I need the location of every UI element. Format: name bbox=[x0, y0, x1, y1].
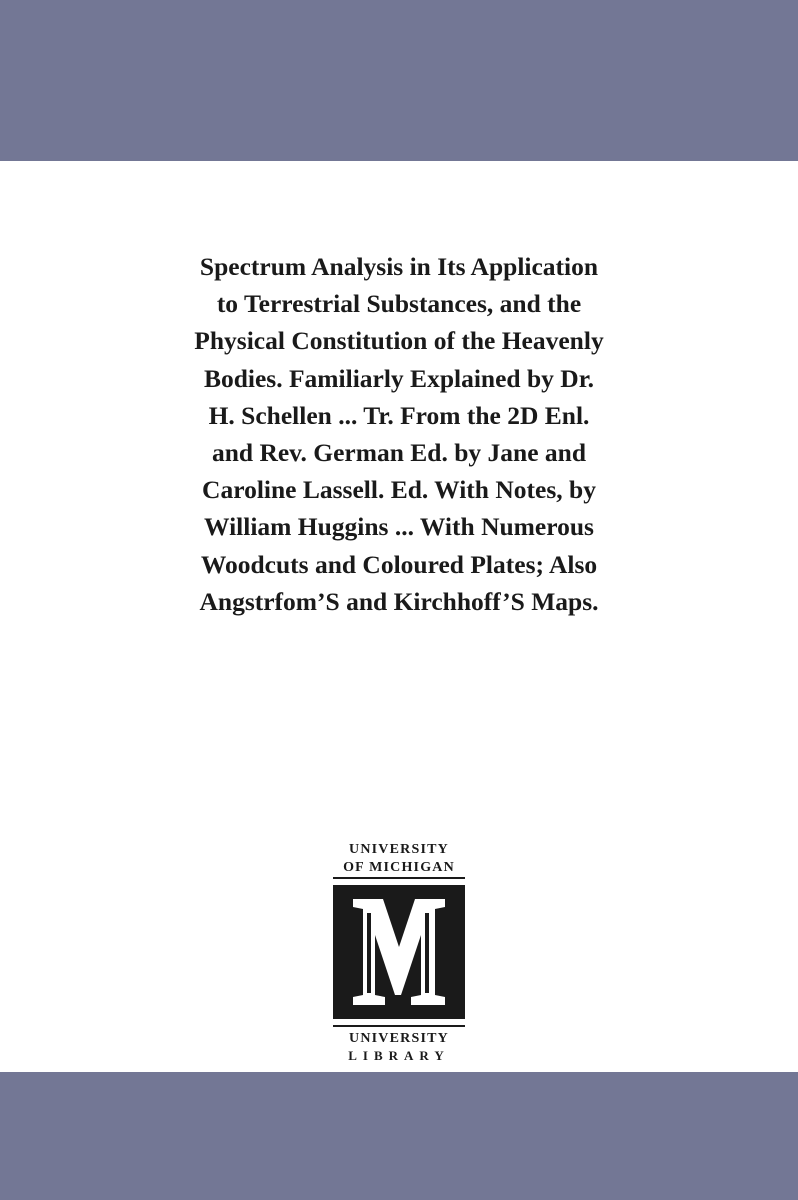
logo-text-line3: UNIVERSITY bbox=[349, 1031, 449, 1046]
university-of-michigan-library-logo bbox=[329, 837, 469, 1065]
top-band bbox=[0, 0, 798, 161]
block-m-icon bbox=[333, 885, 465, 1019]
logo-text-line4: LIBRARY bbox=[348, 1048, 450, 1063]
book-title: Spectrum Analysis in Its Application to Terrestrial Substances, and the Physical Constitution of the Heavenly Bodies. Familiarly Explained by Dr. H. Schellen ... Tr. From the 2D Enl. and Rev. German Ed. by Jane and Caroline Lassell. Ed. With Notes, by William Huggins ... With Numerous Woodcuts and Coloured Plates; Also Angstrfom’S and Kirchhoff’S Maps. bbox=[194, 252, 604, 616]
logo-text-line1: UNIVERSITY bbox=[349, 842, 449, 857]
logo-text-line2: OF MICHIGAN bbox=[343, 860, 455, 875]
bottom-band bbox=[0, 1072, 798, 1200]
